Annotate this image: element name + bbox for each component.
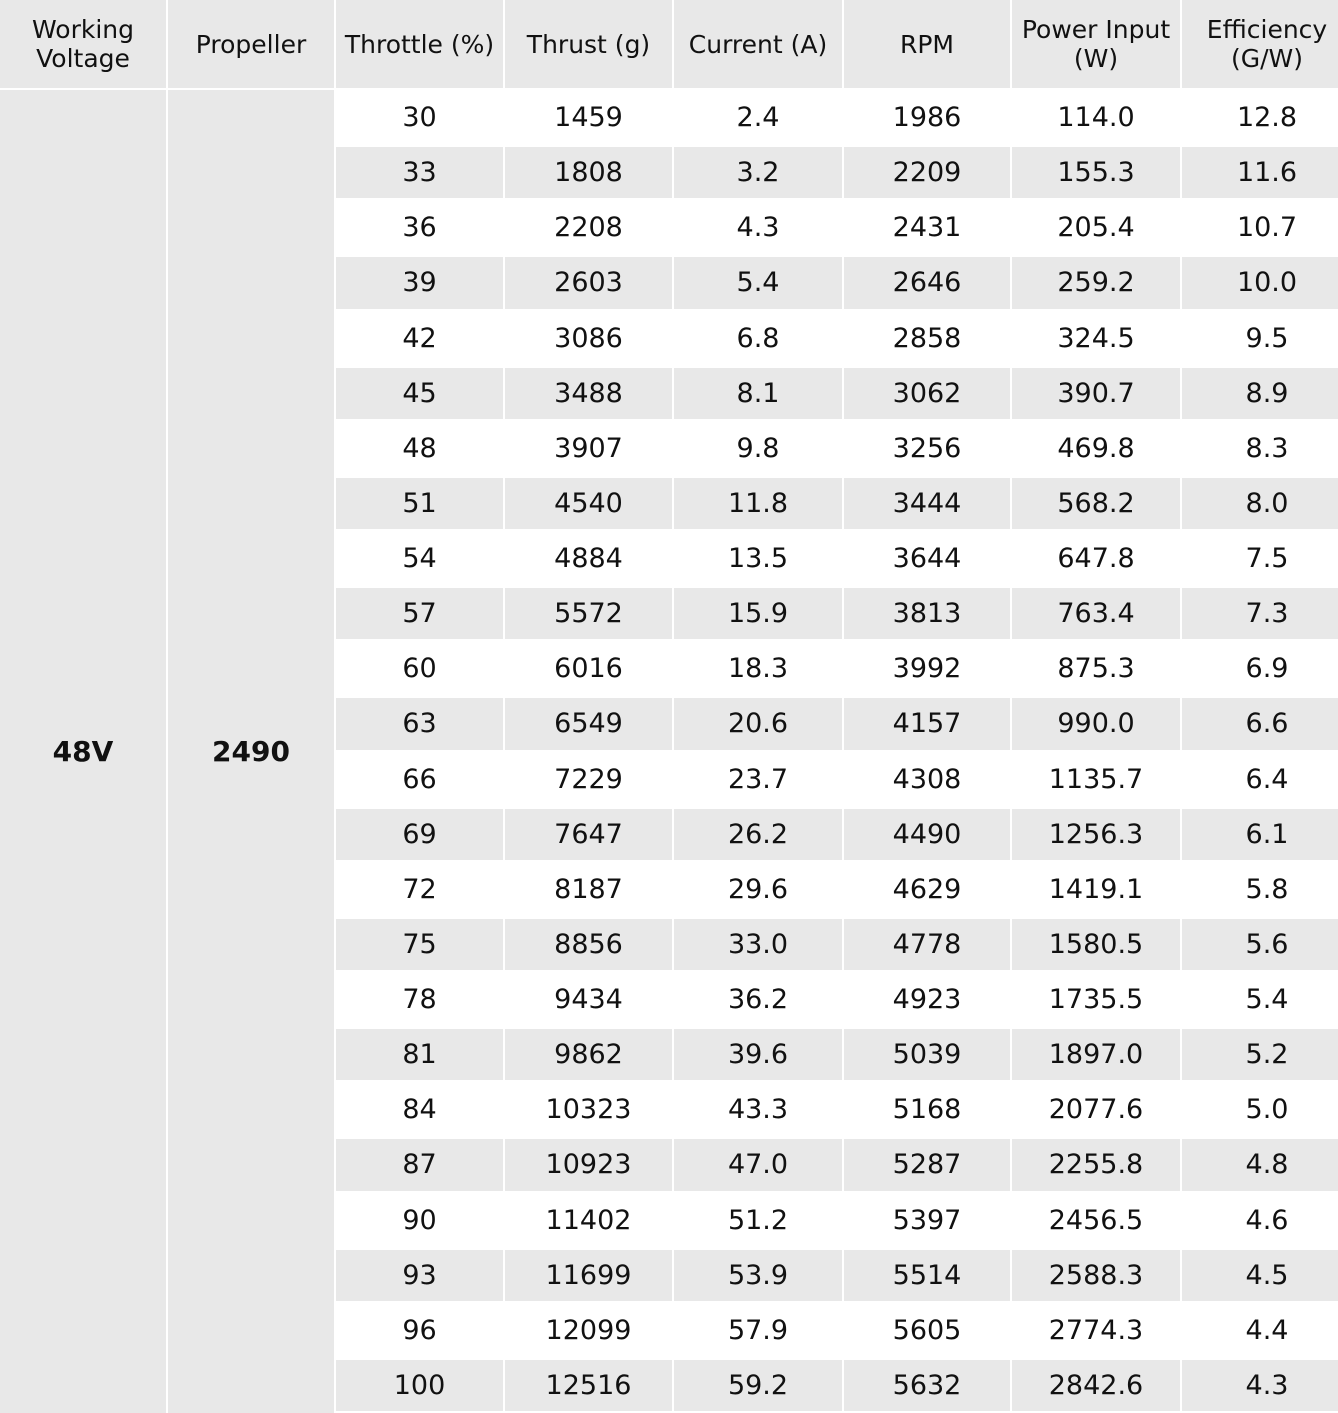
header-efficiency: Efficiency (G/W) (1182, 0, 1338, 90)
efficiency-cell: 4.8 (1182, 1137, 1338, 1192)
power-input-cell: 2842.6 (1012, 1358, 1180, 1413)
efficiency-cell: 12.8 (1182, 90, 1338, 145)
throttle-cell: 51 (336, 476, 503, 531)
throttle-cell: 63 (336, 696, 503, 751)
efficiency-cell: 8.9 (1182, 366, 1338, 421)
thrust-cell: 7229 (505, 752, 672, 807)
efficiency-cell: 8.0 (1182, 476, 1338, 531)
thrust-cell: 10923 (505, 1137, 672, 1192)
header-thrust: Thrust (g) (505, 0, 672, 90)
throttle-cell: 90 (336, 1193, 503, 1248)
current-cell: 4.3 (674, 200, 842, 255)
header-rpm: RPM (844, 0, 1010, 90)
current-cell: 15.9 (674, 586, 842, 641)
throttle-cell: 60 (336, 641, 503, 696)
thrust-cell: 1459 (505, 90, 672, 145)
efficiency-cell: 9.5 (1182, 311, 1338, 366)
throttle-cell: 36 (336, 200, 503, 255)
current-cell: 59.2 (674, 1358, 842, 1413)
throttle-cell: 42 (336, 311, 503, 366)
efficiency-cell: 6.4 (1182, 752, 1338, 807)
throttle-cell: 48 (336, 421, 503, 476)
rpm-cell: 2431 (844, 200, 1010, 255)
throttle-cell: 69 (336, 807, 503, 862)
current-cell: 6.8 (674, 311, 842, 366)
power-input-cell: 2255.8 (1012, 1137, 1180, 1192)
efficiency-cell: 4.6 (1182, 1193, 1338, 1248)
thrust-cell: 12516 (505, 1358, 672, 1413)
thrust-cell: 11402 (505, 1193, 672, 1248)
current-cell: 3.2 (674, 145, 842, 200)
throttle-cell: 87 (336, 1137, 503, 1192)
current-cell: 57.9 (674, 1303, 842, 1358)
power-input-cell: 990.0 (1012, 696, 1180, 751)
current-cell: 8.1 (674, 366, 842, 421)
throttle-cell: 78 (336, 972, 503, 1027)
power-input-cell: 390.7 (1012, 366, 1180, 421)
header-current: Current (A) (674, 0, 842, 90)
current-cell: 53.9 (674, 1248, 842, 1303)
throttle-cell: 33 (336, 145, 503, 200)
thrust-cell: 10323 (505, 1082, 672, 1137)
power-input-cell: 2456.5 (1012, 1193, 1180, 1248)
power-input-cell: 1419.1 (1012, 862, 1180, 917)
power-input-cell: 1580.5 (1012, 917, 1180, 972)
efficiency-cell: 6.6 (1182, 696, 1338, 751)
power-input-cell: 875.3 (1012, 641, 1180, 696)
rpm-cell: 3444 (844, 476, 1010, 531)
throttle-cell: 100 (336, 1358, 503, 1413)
thrust-cell: 9434 (505, 972, 672, 1027)
current-cell: 33.0 (674, 917, 842, 972)
power-input-cell: 763.4 (1012, 586, 1180, 641)
current-cell: 18.3 (674, 641, 842, 696)
rpm-cell: 5397 (844, 1193, 1010, 1248)
current-cell: 47.0 (674, 1137, 842, 1192)
header-power-input: Power Input (W) (1012, 0, 1180, 90)
efficiency-cell: 7.5 (1182, 531, 1338, 586)
thrust-cell: 3907 (505, 421, 672, 476)
current-cell: 9.8 (674, 421, 842, 476)
rpm-cell: 3992 (844, 641, 1010, 696)
throttle-cell: 39 (336, 255, 503, 310)
efficiency-cell: 6.1 (1182, 807, 1338, 862)
rpm-cell: 4778 (844, 917, 1010, 972)
rpm-cell: 5605 (844, 1303, 1010, 1358)
power-input-cell: 568.2 (1012, 476, 1180, 531)
rpm-cell: 5514 (844, 1248, 1010, 1303)
current-cell: 39.6 (674, 1027, 842, 1082)
throttle-cell: 72 (336, 862, 503, 917)
rpm-cell: 2209 (844, 145, 1010, 200)
current-cell: 26.2 (674, 807, 842, 862)
throttle-cell: 66 (336, 752, 503, 807)
thrust-cell: 2208 (505, 200, 672, 255)
power-input-cell: 2774.3 (1012, 1303, 1180, 1358)
rpm-cell: 1986 (844, 90, 1010, 145)
power-input-cell: 1735.5 (1012, 972, 1180, 1027)
thrust-cell: 3086 (505, 311, 672, 366)
thrust-cell: 9862 (505, 1027, 672, 1082)
efficiency-cell: 7.3 (1182, 586, 1338, 641)
throttle-cell: 93 (336, 1248, 503, 1303)
power-input-cell: 1897.0 (1012, 1027, 1180, 1082)
throttle-cell: 75 (336, 917, 503, 972)
efficiency-cell: 5.0 (1182, 1082, 1338, 1137)
efficiency-cell: 5.6 (1182, 917, 1338, 972)
current-cell: 29.6 (674, 862, 842, 917)
thrust-cell: 4884 (505, 531, 672, 586)
throttle-cell: 54 (336, 531, 503, 586)
rpm-cell: 5039 (844, 1027, 1010, 1082)
throttle-cell: 57 (336, 586, 503, 641)
thrust-cell: 5572 (505, 586, 672, 641)
current-cell: 11.8 (674, 476, 842, 531)
thrust-cell: 8856 (505, 917, 672, 972)
power-input-cell: 114.0 (1012, 90, 1180, 145)
power-input-cell: 1256.3 (1012, 807, 1180, 862)
rpm-cell: 4629 (844, 862, 1010, 917)
rpm-cell: 2858 (844, 311, 1010, 366)
header-working-voltage: Working Voltage (0, 0, 166, 90)
rpm-cell: 3644 (844, 531, 1010, 586)
current-cell: 36.2 (674, 972, 842, 1027)
rpm-cell: 4923 (844, 972, 1010, 1027)
power-input-cell: 259.2 (1012, 255, 1180, 310)
throttle-cell: 96 (336, 1303, 503, 1358)
power-input-cell: 647.8 (1012, 531, 1180, 586)
efficiency-cell: 4.4 (1182, 1303, 1338, 1358)
power-input-cell: 205.4 (1012, 200, 1180, 255)
thrust-cell: 8187 (505, 862, 672, 917)
current-cell: 20.6 (674, 696, 842, 751)
current-cell: 23.7 (674, 752, 842, 807)
efficiency-cell: 5.2 (1182, 1027, 1338, 1082)
power-input-cell: 469.8 (1012, 421, 1180, 476)
rpm-cell: 5168 (844, 1082, 1010, 1137)
propeller-cell: 2490 (168, 90, 334, 1413)
rpm-cell: 3062 (844, 366, 1010, 421)
header-throttle: Throttle (%) (336, 0, 503, 90)
rpm-cell: 4490 (844, 807, 1010, 862)
thrust-cell: 2603 (505, 255, 672, 310)
current-cell: 5.4 (674, 255, 842, 310)
rpm-cell: 4157 (844, 696, 1010, 751)
efficiency-cell: 10.0 (1182, 255, 1338, 310)
efficiency-cell: 4.5 (1182, 1248, 1338, 1303)
power-input-cell: 324.5 (1012, 311, 1180, 366)
efficiency-cell: 8.3 (1182, 421, 1338, 476)
current-cell: 2.4 (674, 90, 842, 145)
current-cell: 43.3 (674, 1082, 842, 1137)
rpm-cell: 5287 (844, 1137, 1010, 1192)
header-propeller: Propeller (168, 0, 334, 90)
power-input-cell: 155.3 (1012, 145, 1180, 200)
efficiency-cell: 10.7 (1182, 200, 1338, 255)
efficiency-cell: 11.6 (1182, 145, 1338, 200)
power-input-cell: 2588.3 (1012, 1248, 1180, 1303)
thrust-cell: 12099 (505, 1303, 672, 1358)
thrust-cell: 7647 (505, 807, 672, 862)
rpm-cell: 5632 (844, 1358, 1010, 1413)
throttle-cell: 84 (336, 1082, 503, 1137)
rpm-cell: 4308 (844, 752, 1010, 807)
current-cell: 51.2 (674, 1193, 842, 1248)
thrust-cell: 1808 (505, 145, 672, 200)
thrust-cell: 4540 (505, 476, 672, 531)
efficiency-cell: 5.4 (1182, 972, 1338, 1027)
rpm-cell: 3813 (844, 586, 1010, 641)
thrust-cell: 3488 (505, 366, 672, 421)
throttle-cell: 30 (336, 90, 503, 145)
throttle-cell: 45 (336, 366, 503, 421)
working-voltage-cell: 48V (0, 90, 166, 1413)
rpm-cell: 2646 (844, 255, 1010, 310)
efficiency-cell: 4.3 (1182, 1358, 1338, 1413)
power-input-cell: 1135.7 (1012, 752, 1180, 807)
efficiency-cell: 5.8 (1182, 862, 1338, 917)
throttle-cell: 81 (336, 1027, 503, 1082)
rpm-cell: 3256 (844, 421, 1010, 476)
thrust-cell: 6549 (505, 696, 672, 751)
efficiency-cell: 6.9 (1182, 641, 1338, 696)
thrust-cell: 11699 (505, 1248, 672, 1303)
current-cell: 13.5 (674, 531, 842, 586)
thrust-cell: 6016 (505, 641, 672, 696)
power-input-cell: 2077.6 (1012, 1082, 1180, 1137)
